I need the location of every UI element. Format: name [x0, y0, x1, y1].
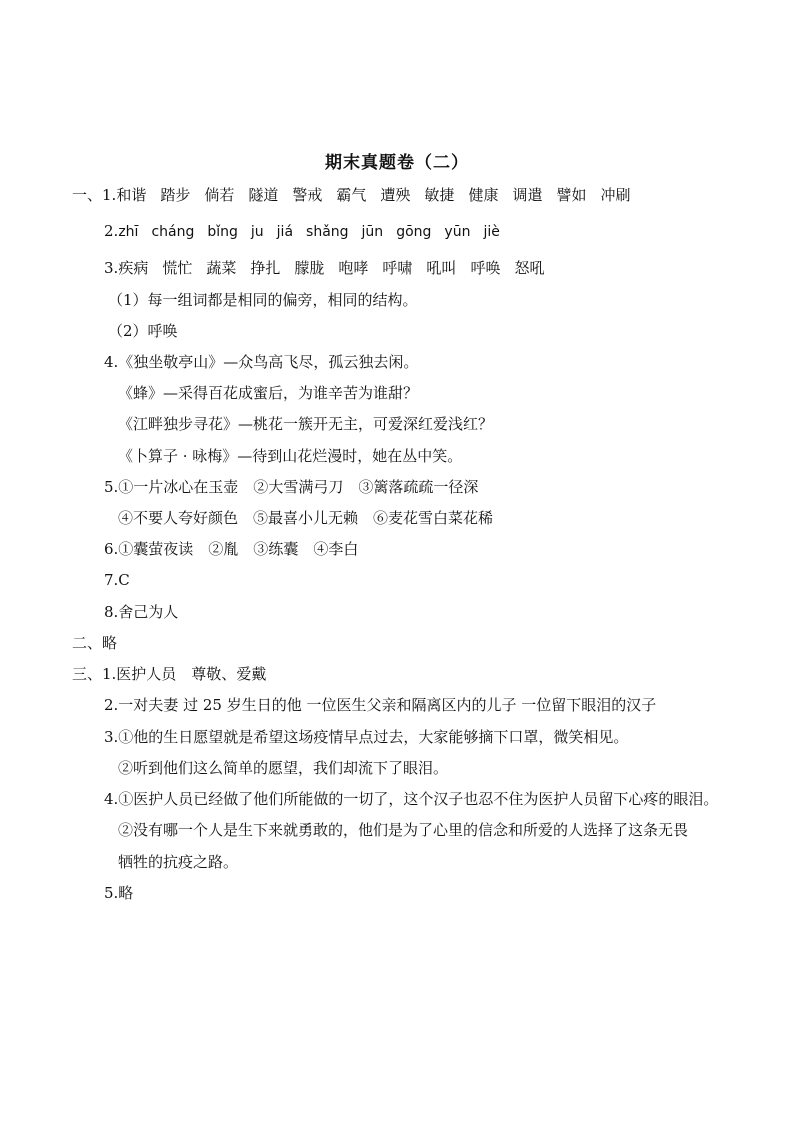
answer-label: 2. [104, 222, 119, 240]
word-item: 冲刷 [600, 186, 631, 204]
answer-1-4-line3: 《江畔独步寻花》—桃花一簇开无主，可爱深红爱浅红？ [118, 415, 494, 433]
word-item: 慌忙 [162, 259, 193, 277]
answer-1-3-sub2: （2）呼唤 [108, 322, 178, 340]
answer-1-3-sub1: （1）每一组词都是相同的偏旁，相同的结构。 [108, 291, 418, 309]
answer-1-3 [104, 258, 544, 278]
pinyin-list [118, 222, 500, 240]
answer-3-2: 2.一对夫妻 过 25 岁生日的他 一位医生父亲和隔离区内的儿子 一位留下眼泪的汉子 [104, 696, 657, 714]
pinyin-item: bǐng [207, 224, 238, 240]
answer-3-1: 三、1.医护人员 尊敬、爱戴 [72, 665, 267, 683]
answer-3-5: 5.略 [104, 884, 134, 902]
answer-3-4-line3: 牺牲的抗疫之路。 [118, 853, 239, 871]
answer-3-4-line2: ②没有哪一个人是生下来就勇敢的，他们是为了心里的信念和所爱的人选择了这条无畏 [118, 821, 689, 839]
word-item: 健康 [468, 186, 499, 204]
pinyin-item: shǎng [306, 224, 349, 240]
answer-3-4-line1: 4.①医护人员已经做了他们所能做的一切了，这个汉子也忍不住为医护人员留下心疼的眼泪。 [104, 790, 719, 808]
word-item: 倘若 [204, 186, 235, 204]
pinyin-item: yūn [444, 224, 471, 240]
answer-1-2 [104, 221, 500, 242]
answer-3-3-line2: ②听到他们这么简单的愿望，我们却流下了眼泪。 [118, 759, 449, 777]
page-title: 期末真题卷（二） [325, 153, 469, 173]
answer-1-5-line2: ④不要人夸好颜色 ⑤最喜小儿无赖 ⑥麦花雪白菜花稀 [118, 509, 494, 527]
answer-1-7: 7.C [104, 571, 130, 589]
answer-2: 二、略 [72, 634, 118, 652]
pinyin-item: jūn [361, 224, 384, 240]
word-item: 朦胧 [294, 259, 325, 277]
word-item: 调遣 [512, 186, 543, 204]
answer-1-4-line1: 4.《独坐敬亭山》—众鸟高飞尽，孤云独去闲。 [104, 353, 419, 371]
word-item: 敏捷 [424, 186, 455, 204]
answer-label: 3. [104, 259, 119, 277]
answer-label: 一、1. [72, 186, 117, 204]
pinyin-item: ju [250, 224, 264, 240]
word-item: 遭殃 [380, 186, 411, 204]
word-item: 譬如 [556, 186, 587, 204]
word-item: 踏步 [160, 186, 191, 204]
word-item: 咆哮 [338, 259, 369, 277]
answer-1-4-line4: 《卜算子 · 咏梅》—待到山花烂漫时，她在丛中笑。 [118, 447, 463, 465]
word-item: 疾病 [118, 259, 149, 277]
answer-1-1 [72, 185, 631, 205]
pinyin-item: zhī [118, 224, 139, 240]
word-item: 霸气 [336, 186, 367, 204]
answer-1-8: 8.舍己为人 [104, 603, 179, 621]
word-list [118, 259, 544, 277]
answer-1-6: 6.①囊萤夜读 ②胤 ③练囊 ④李白 [104, 540, 359, 558]
word-item: 呼啸 [382, 259, 413, 277]
answer-1-5-line1: 5.①一片冰心在玉壶 ②大雪满弓刀 ③篱落疏疏一径深 [104, 478, 479, 496]
word-item: 警戒 [292, 186, 323, 204]
word-item: 蔬菜 [206, 259, 237, 277]
word-item: 怒吼 [514, 259, 545, 277]
pinyin-item: jiè [483, 224, 500, 240]
pinyin-item: gōng [396, 224, 432, 240]
answer-3-3-line1: 3.①他的生日愿望就是希望这场疫情早点过去，大家能够摘下口罩，微笑相见。 [104, 728, 629, 746]
pinyin-item: cháng [151, 224, 195, 240]
word-item: 吼叫 [426, 259, 457, 277]
answer-1-4-line2: 《蜂》—采得百花成蜜后，为谁辛苦为谁甜？ [118, 384, 419, 402]
word-list [116, 186, 630, 204]
word-item: 隧道 [248, 186, 279, 204]
word-item: 呼唤 [470, 259, 501, 277]
word-item: 和谐 [116, 186, 147, 204]
word-item: 挣扎 [250, 259, 281, 277]
pinyin-item: jiá [276, 224, 294, 240]
